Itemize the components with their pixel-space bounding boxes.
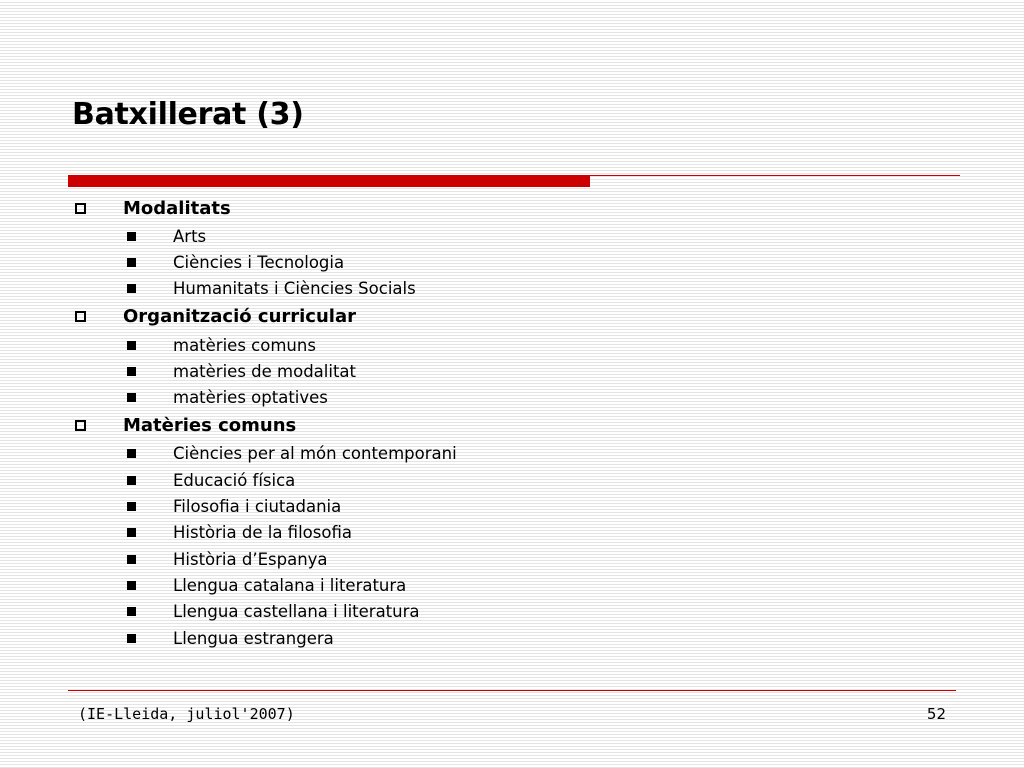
item-label: matèries comuns (173, 335, 316, 355)
square-bullet-icon (127, 367, 136, 376)
hollow-square-bullet-icon (75, 203, 86, 214)
square-bullet-icon (127, 393, 136, 402)
item-label: Llengua catalana i literatura (173, 575, 407, 595)
square-bullet-icon (127, 528, 136, 537)
square-bullet-icon (127, 634, 136, 643)
section-materies-comuns (72, 411, 972, 441)
item-label: Llengua castellana i literatura (173, 602, 420, 622)
section-modalitats (72, 193, 972, 223)
list-item (72, 625, 972, 651)
list-item (72, 467, 972, 493)
item-label: Humanitats i Ciències Socials (173, 279, 416, 299)
list-item (72, 546, 972, 572)
list-item (72, 223, 972, 249)
footer-source: (IE-Lleida, juliol'2007) (78, 705, 295, 723)
section-label: Organització curricular (123, 306, 356, 328)
list-item (72, 572, 972, 598)
item-label: Arts (173, 226, 207, 246)
list-item (72, 332, 972, 358)
item-label: Història de la filosofia (173, 523, 352, 543)
square-bullet-icon (127, 258, 136, 267)
item-label: Filosofia i ciutadania (173, 497, 342, 517)
list-item (72, 441, 972, 467)
square-bullet-icon (127, 476, 136, 485)
page-number: 52 (926, 705, 946, 723)
hollow-square-bullet-icon (75, 311, 86, 322)
square-bullet-icon (127, 581, 136, 590)
slide-title: Batxillerat (3) (72, 97, 304, 132)
square-bullet-icon (127, 284, 136, 293)
item-label: Ciències i Tecnologia (173, 252, 345, 272)
list-item (72, 599, 972, 625)
title-underline-bar (68, 175, 590, 187)
list-item (72, 276, 972, 302)
item-label: Ciències per al món contemporani (173, 444, 457, 464)
square-bullet-icon (127, 555, 136, 564)
item-label: matèries optatives (173, 388, 328, 408)
item-label: matèries de modalitat (173, 361, 357, 381)
list-item (72, 358, 972, 384)
square-bullet-icon (127, 341, 136, 350)
slide-content (72, 193, 972, 651)
section-organitzacio-curricular (72, 302, 972, 332)
list-item (72, 249, 972, 275)
square-bullet-icon (127, 232, 136, 241)
item-label: Educació física (173, 470, 296, 490)
square-bullet-icon (127, 607, 136, 616)
item-label: Història d’Espanya (173, 549, 328, 569)
square-bullet-icon (127, 502, 136, 511)
list-item (72, 384, 972, 410)
item-label: Llengua estrangera (173, 628, 334, 648)
footer-divider (68, 690, 956, 691)
hollow-square-bullet-icon (75, 420, 86, 431)
list-item (72, 520, 972, 546)
title-underline-line (590, 175, 960, 176)
list-item (72, 493, 972, 519)
square-bullet-icon (127, 449, 136, 458)
section-label: Modalitats (123, 197, 231, 219)
section-label: Matèries comuns (123, 415, 297, 437)
